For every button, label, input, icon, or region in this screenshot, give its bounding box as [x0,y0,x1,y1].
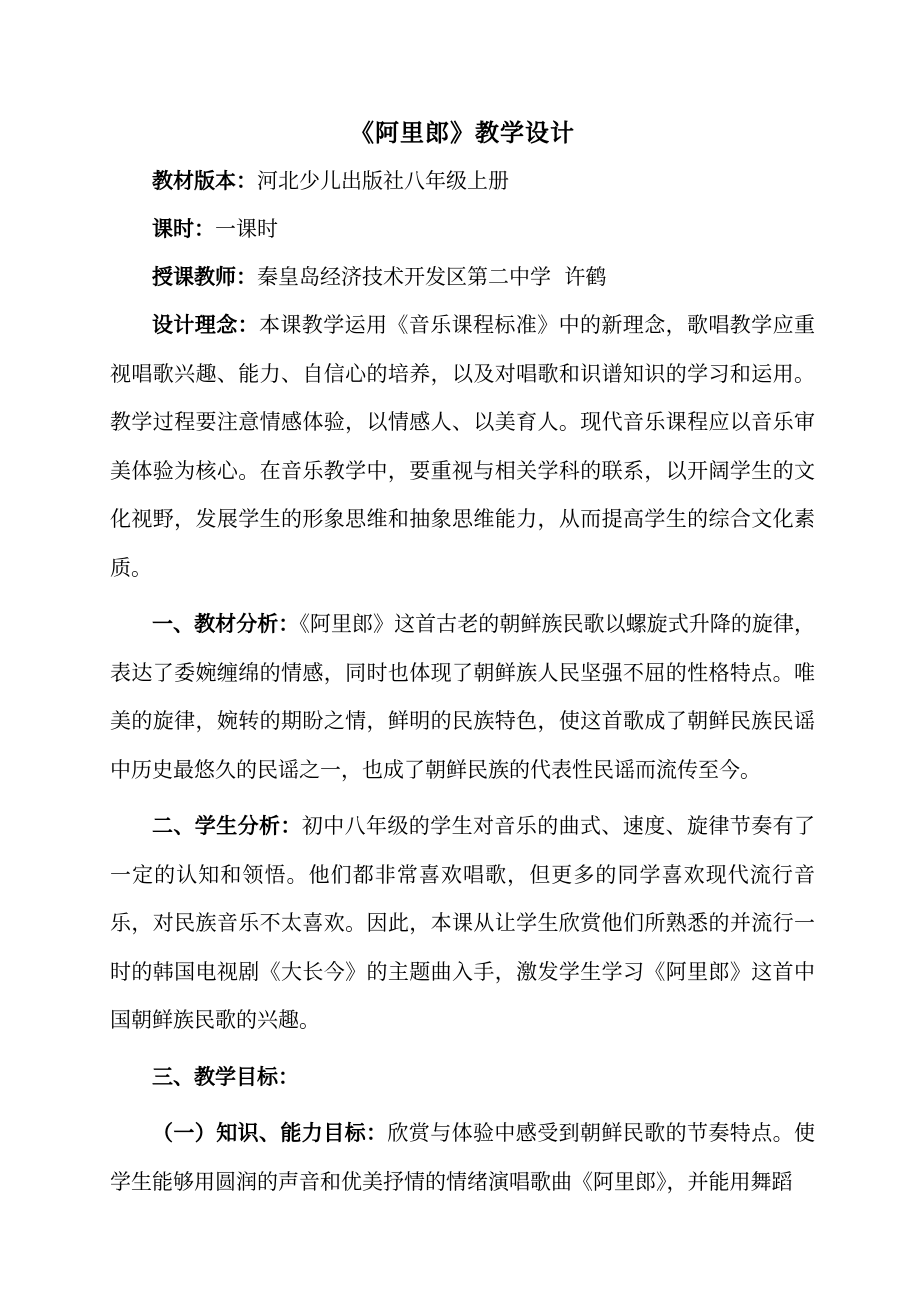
period-line [110,205,815,253]
teaching-goals-heading [110,1053,815,1102]
student-analysis-label: 二、学生分析： [152,813,302,838]
period-label: 课时： [152,216,215,241]
document-page [110,115,815,1206]
edition-value: 河北少儿出版社八年级上册 [257,169,509,193]
spacer [110,794,815,802]
knowledge-goal-text: 欣赏与体验中感受到朝鲜民歌的节奏特点。使学生能够用圆润的声音和优美抒情的情绪演唱歌曲《阿里郎》，并能用舞蹈 [110,1121,816,1194]
edition-label: 教材版本： [152,168,257,193]
design-concept-label: 设计理念： [152,312,259,337]
teaching-goals-label: 三、教学目标： [152,1063,299,1089]
edition-line [110,157,815,205]
design-concept-text: 本课教学运用《音乐课程标准》中的新理念，歌唱教学应重视唱歌兴趣、能力、自信心的培养，以及对唱歌和识谱知识的学习和运用。教学过程要注意情感体验，以情感人、以美育人。现代音乐课程应以音乐审美体验为核心。在音乐教学中，要重视与相关学科的联系，以开阔学生的文化视野，发展学生的形象思维和抽象思维能力，从而提高学生的综合文化素质。 [110,313,815,580]
knowledge-goal-paragraph [110,1109,815,1206]
spacer [110,1101,815,1109]
textbook-analysis-text: 《阿里郎》这首古老的朝鲜族民歌以螺旋式升降的旋律，表达了委婉缠绵的情感，同时也体现了朝鲜族人民坚强不屈的性格特点。唯美的旋律，婉转的期盼之情，鲜明的民族特色，使这首歌成了朝鲜民族民谣中历史最悠久的民谣之一，也成了朝鲜民族的代表性民谣而流传至今。 [110,612,816,782]
period-value: 一课时 [215,217,278,241]
teacher-label: 授课教师： [152,264,257,289]
textbook-analysis-label: 一、教材分析： [152,611,300,636]
teacher-line [110,253,815,301]
design-concept-paragraph [110,301,815,592]
student-analysis-text: 初中八年级的学生对音乐的曲式、速度、旋律节奏有了一定的认知和领悟。他们都非常喜欢唱歌，但更多的同学喜欢现代流行音乐，对民族音乐不太喜欢。因此，本课从让学生欣赏他们所熟悉的并流行一时的韩国电视剧《大长今》的主题曲入手，激发学生学习《阿里郎》这首中国朝鲜族民歌的兴趣。 [110,814,816,1032]
document-title: 《阿里郎》教学设计 [350,118,575,147]
student-analysis-paragraph [110,802,815,1045]
textbook-analysis-paragraph [110,600,815,794]
knowledge-goal-label: （一）知识、能力目标： [152,1120,388,1145]
teacher-value: 秦皇岛经济技术开发区第二中学 许鹤 [257,265,607,289]
spacer [110,1045,815,1053]
spacer [110,592,815,600]
